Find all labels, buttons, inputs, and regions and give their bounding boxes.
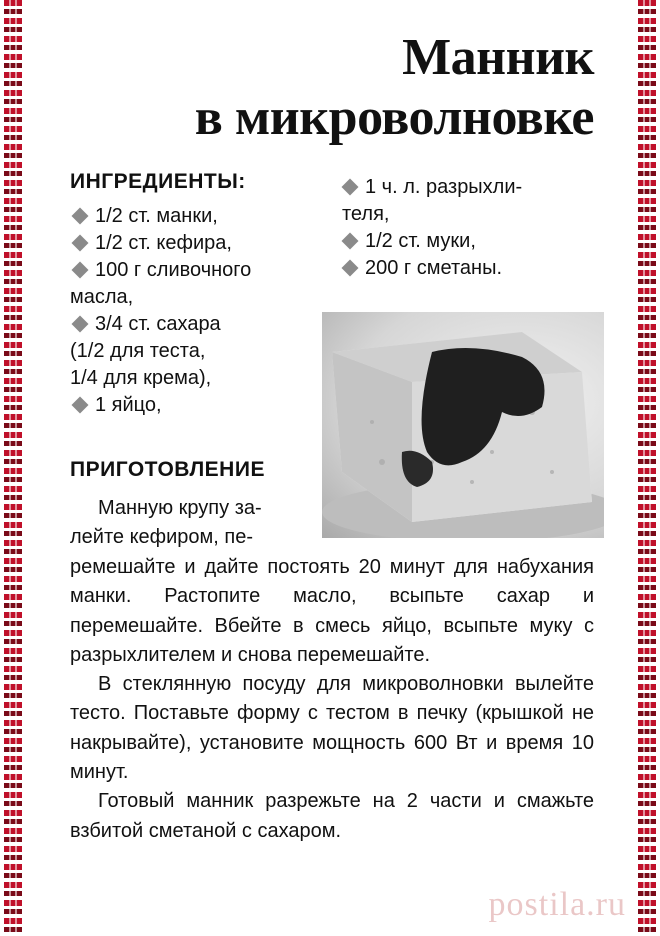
ingredients-list-left <box>70 203 251 419</box>
preparation-paragraph-1-narrow <box>70 494 310 553</box>
ingredient-item: 1/2 ст. кефира, <box>70 230 251 257</box>
ingredients-heading: ИНГРЕДИЕНТЫ: <box>70 170 246 193</box>
preparation-body <box>70 553 594 846</box>
text-line: лейте кефиром, пе- <box>70 526 254 549</box>
diamond-bullet-icon <box>342 259 359 276</box>
preparation-heading: ПРИГОТОВЛЕНИЕ <box>70 458 265 481</box>
ingredient-item: 1/2 ст. манки, <box>70 203 251 230</box>
recipe-title <box>195 28 594 148</box>
cake-illustration <box>322 312 604 538</box>
ornament-border-right <box>638 0 656 936</box>
ingredient-continuation: теля, <box>342 203 390 225</box>
diamond-bullet-icon <box>72 207 89 224</box>
watermark-text: postila.ru <box>488 886 626 923</box>
cake-photo <box>322 312 604 538</box>
preparation-paragraph-2: В стеклянную посуду для микроволновки вылейте тесто. Поставьте форму с тестом в печку (крышкой не накрывайте), установите мощность 600 Вт и время 10 минут. <box>70 673 594 784</box>
title-line-1: Манник <box>402 29 594 86</box>
diamond-bullet-icon <box>342 178 359 195</box>
ingredient-item: 3/4 ст. сахара <box>70 311 251 338</box>
ingredients-list-right <box>340 174 522 282</box>
title-line-2: в микроволновке <box>194 89 594 146</box>
diamond-bullet-icon <box>72 234 89 251</box>
diamond-bullet-icon <box>72 261 89 278</box>
ingredient-item: 1 ч. л. разрыхли- <box>340 174 522 201</box>
ingredient-item: 1 яйцо, <box>70 392 251 419</box>
ingredient-continuation: масла, <box>70 286 134 308</box>
ingredient-continuation: (1/2 для теста, <box>70 340 206 362</box>
ornament-border-left <box>4 0 22 936</box>
text-line: Манную крупу за- <box>98 497 262 519</box>
preparation-paragraph-3: Готовый манник разрежьте на 2 части и смажьте взбитой сметаной с сахаром. <box>70 790 594 842</box>
preparation-paragraph-1: ремешайте и дайте постоять 20 минут для набухания манки. Растопите масло, всыпьте сахар и перемешайте. Вбейте в смесь яйцо, всыпьте муку с разрыхлителем и снова перемешайте. <box>70 556 594 666</box>
ingredient-item: 200 г сметаны. <box>340 255 522 282</box>
ingredient-item: 1/2 ст. муки, <box>340 228 522 255</box>
diamond-bullet-icon <box>342 232 359 249</box>
diamond-bullet-icon <box>72 396 89 413</box>
ingredient-continuation: 1/4 для крема), <box>70 367 212 389</box>
diamond-bullet-icon <box>72 315 89 332</box>
ingredient-item: 100 г сливочного <box>70 257 251 284</box>
